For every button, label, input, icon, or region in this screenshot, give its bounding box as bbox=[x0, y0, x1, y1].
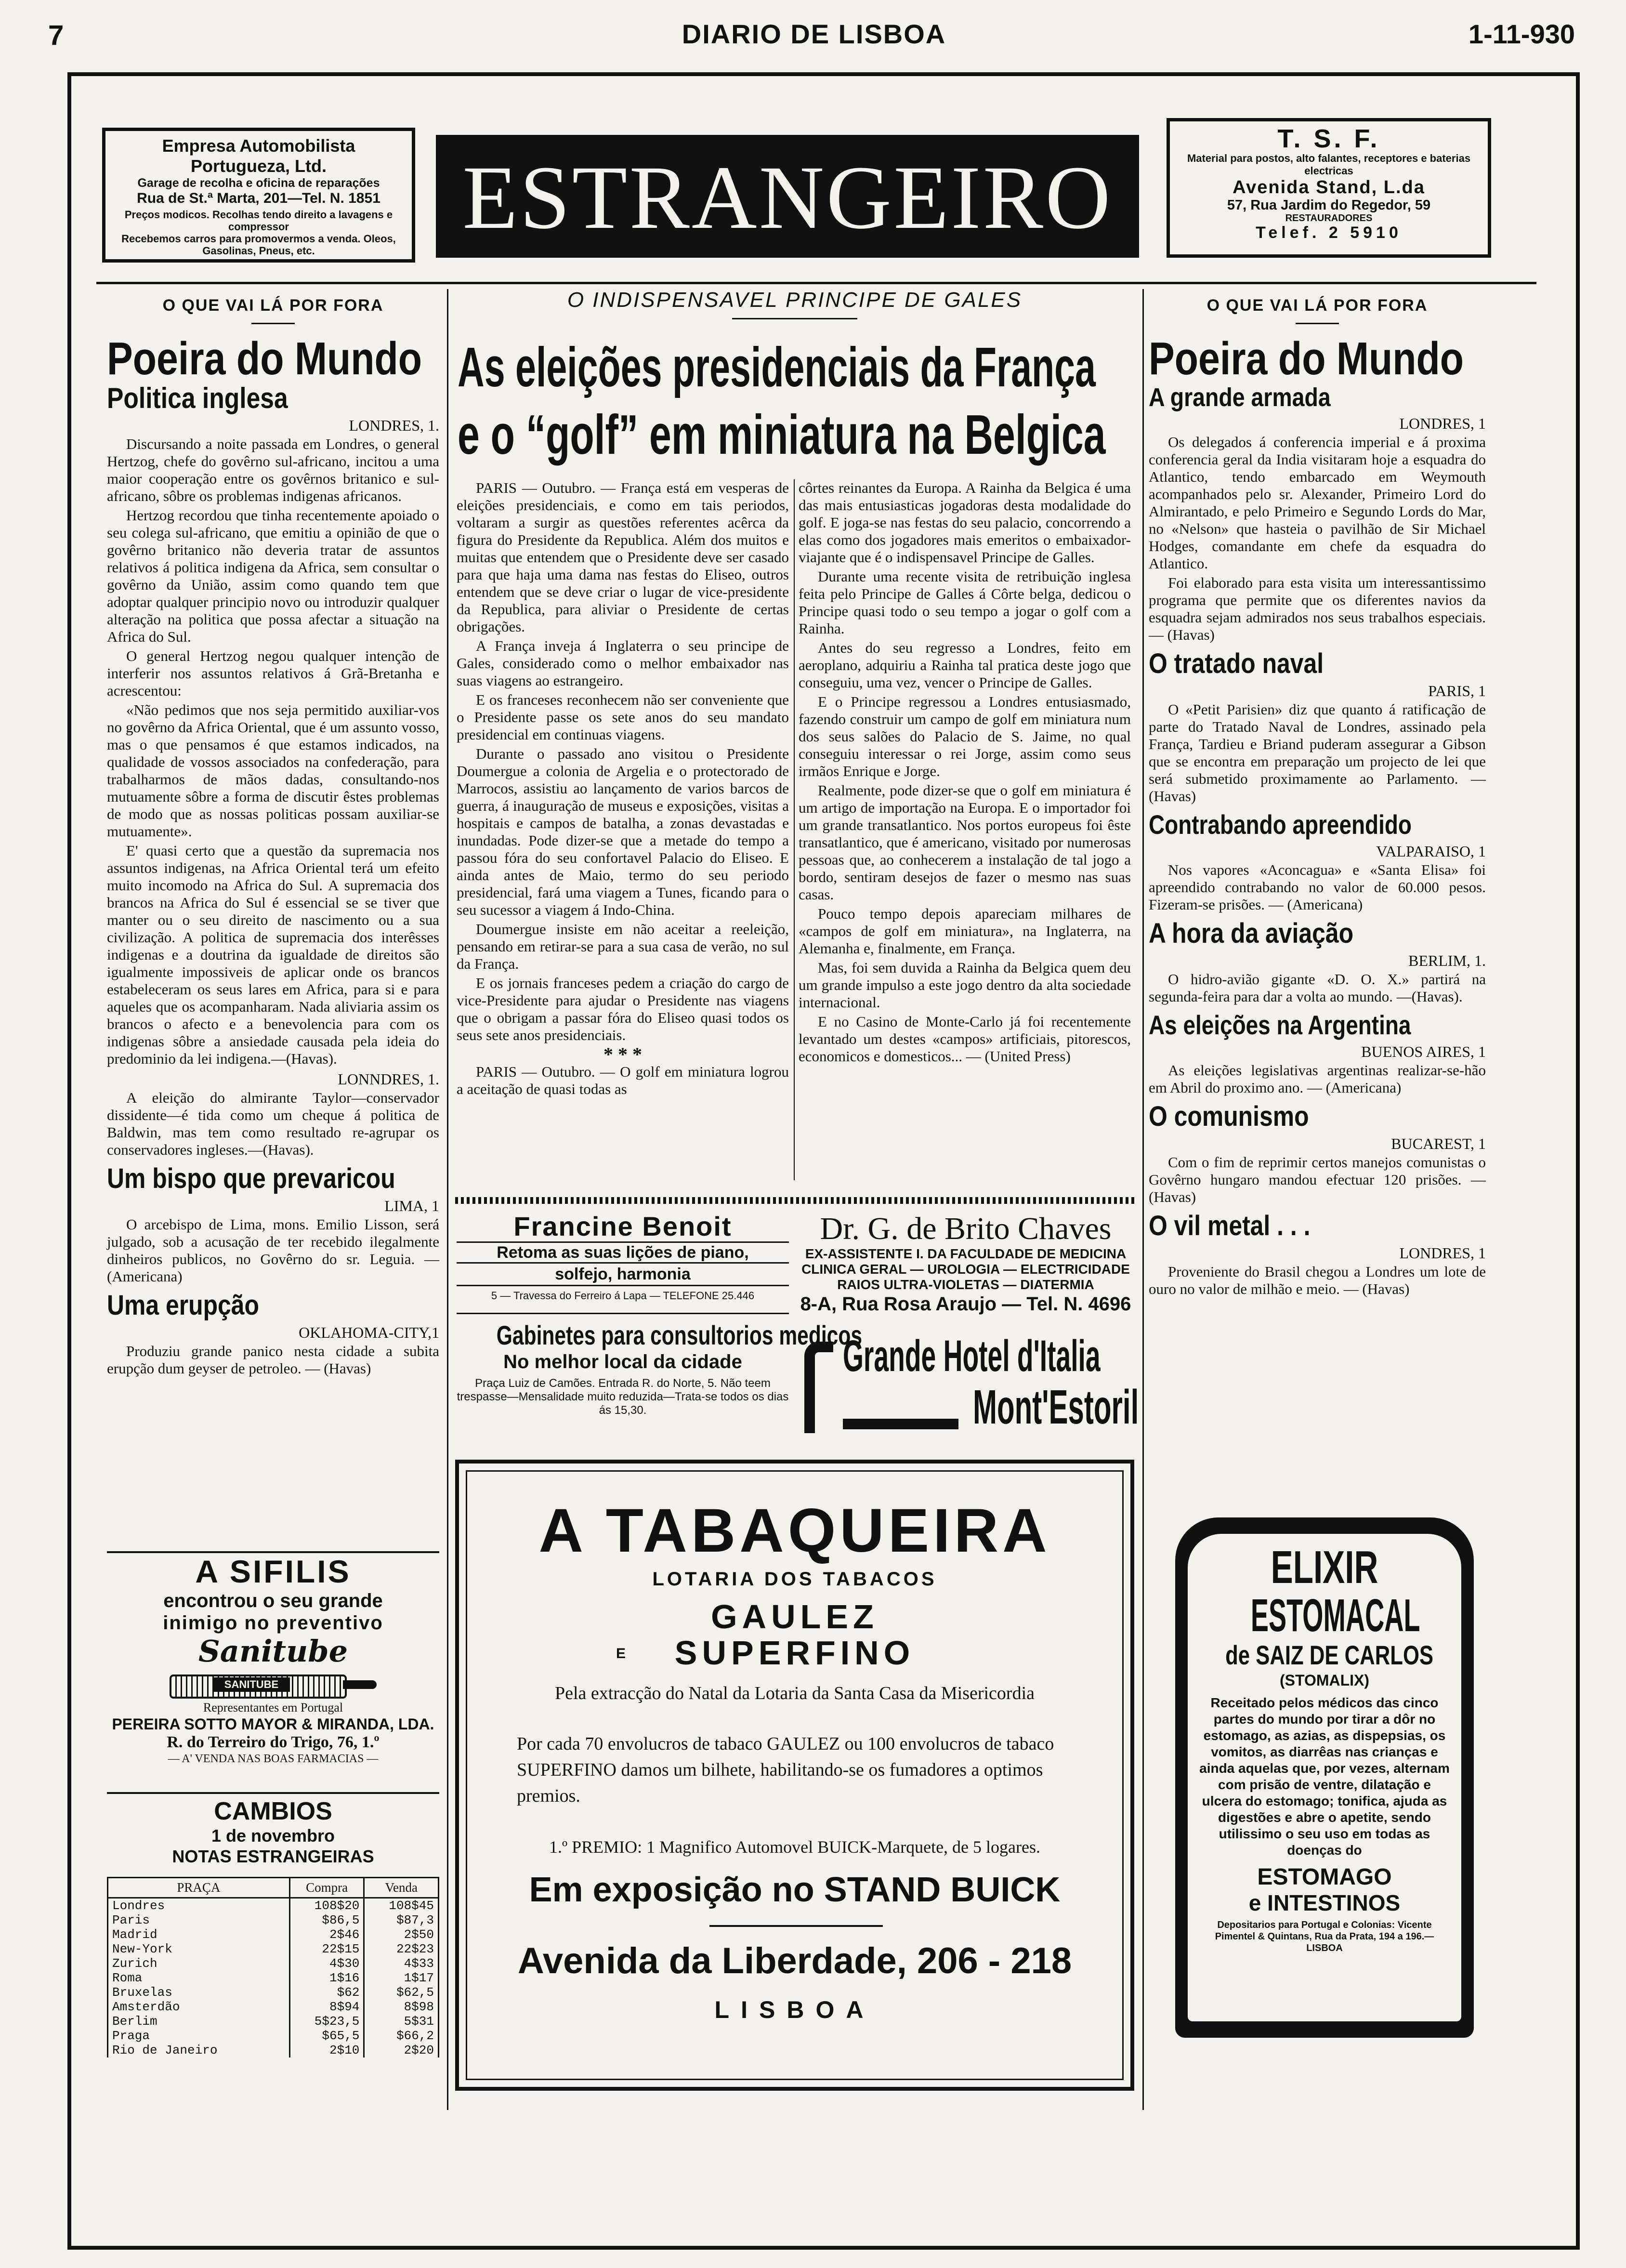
right-dateline-6: BUCAREST, 1 bbox=[1391, 1135, 1486, 1152]
table-row bbox=[108, 1898, 439, 1913]
left-sub-politica: Politica inglesa bbox=[107, 382, 288, 414]
left-sub-erupcao: Uma erupção bbox=[107, 1290, 260, 1321]
cambio-praca: Paris bbox=[108, 1913, 290, 1927]
kicker-rule bbox=[251, 323, 295, 324]
hotel-bar bbox=[843, 1419, 958, 1429]
ad-brito-line3: RAIOS ULTRA-VIOLETAS — DIATERMIA bbox=[837, 1277, 1094, 1292]
ad-francine-line2: solfejo, harmonia bbox=[457, 1264, 789, 1286]
ad-tabaqueira-title: A TABAQUEIRA bbox=[538, 1496, 1051, 1565]
paragraph: E' quasi certo que a questão da supremacia nos assuntos indigenas, na Africa Oriental terá um efeito muito incomodo na Africa do Sul. A supremacia dos brancos na Africa do Sul é essencial se se tiver que manter ou o seu direito de nascimento ou a sua civilização. A politica de supremacia dos interêsses indigenas e a doutrina da igualdade de direitos são igualmente impossiveis de aplicar onde os brancos estabeleceram os seus lares em Africa, para si e para aqueles que os acompanharam. Nada aliviaria assim os brancos o afecto e a benevolencia para com os indigenas sôbre a ansiedade causada pela ideia do predominio da lei indigena.—(Havas). bbox=[107, 842, 439, 1067]
center-headline-1: As eleições presidenciais da França bbox=[458, 336, 1096, 398]
ad-elixir-inner bbox=[1188, 1534, 1461, 2021]
table-row bbox=[108, 1927, 439, 1942]
ad-francine-line1: Retoma as suas lições de piano, bbox=[457, 1241, 789, 1264]
ad-elixir bbox=[1175, 1517, 1474, 2038]
paragraph: Antes do seu regresso a Londres, feito em aeroplano, adquiriu a Rainha tal pratica deste jogo que conseguiu, uma vez, vencer o Principe de Galles. bbox=[799, 639, 1131, 691]
cambio-venda: 108$45 bbox=[364, 1898, 439, 1913]
right-text-3 bbox=[1149, 861, 1486, 913]
right-dateline-3: VALPARAISO, 1 bbox=[1376, 843, 1486, 860]
cambio-praca: Zurich bbox=[108, 1956, 290, 1971]
cambio-praca: Berlim bbox=[108, 2014, 290, 2029]
center-headline-2: e o “golf” em miniatura na Belgica bbox=[458, 403, 1106, 466]
right-text-5 bbox=[1149, 1062, 1486, 1096]
ad-gabinetes-title: Gabinetes para consultorios medicos bbox=[496, 1320, 863, 1350]
left-dateline-4: OKLAHOMA-CITY,1 bbox=[299, 1324, 439, 1341]
table-row bbox=[108, 1956, 439, 1971]
ad-sifilis bbox=[107, 1551, 439, 1782]
table-row bbox=[108, 2014, 439, 2029]
table-row bbox=[108, 2043, 439, 2057]
ads-divider bbox=[455, 1197, 1134, 1204]
ad-tabaqueira-gaulez: GAULEZ bbox=[711, 1598, 879, 1635]
cambio-praca: Amsterdão bbox=[108, 2000, 290, 2014]
left-text-4 bbox=[107, 1343, 439, 1377]
cambio-compra: 2$46 bbox=[289, 1927, 364, 1942]
ad-brito-name: Dr. G. de Brito Chaves bbox=[820, 1211, 1112, 1246]
cambio-compra: 2$10 bbox=[289, 2043, 364, 2057]
cambio-venda: 4$33 bbox=[364, 1956, 439, 1971]
left-kicker: O QUE VAI LÁ POR FORA bbox=[162, 296, 384, 315]
ad-elixir-line5: ESTOMAGO bbox=[1257, 1864, 1392, 1890]
ad-empresa-line5: Recebemos carros para promovermos a venda. Oleos, Gasolinas, Pneus, etc. bbox=[121, 233, 396, 257]
paragraph: E os jornais franceses pedem a criação do cargo de vice-Presidente para ajudar o Presidente nas viagens que o obrigam a passar fóra do Eliseo quasi todos os seus sete anos presidenciais. bbox=[457, 975, 789, 1043]
section-title: ESTRANGEIRO bbox=[462, 147, 1113, 248]
paragraph: Hertzog recordou que tinha recentemente apoiado o seu colega sul-africano, que emitiu a opinião de que o govêrno britanico não deveria tratar de assuntos relativos á politica indigena da Africa, sem consultar o govêrno da União, assim como quando tem que adoptar qualquer principio novo ou introduzir qualquer alteração na politica que possa afectar a situação na Africa do Sul. bbox=[107, 507, 439, 645]
ad-tsf-line5: RESTAURADORES bbox=[1285, 213, 1373, 224]
paragraph: O hidro-avião gigante «D. O. X.» partirá na segunda-feira para dar a volta ao mundo. —(Havas). bbox=[1149, 971, 1486, 1005]
stars-separator: * * * bbox=[603, 1043, 642, 1065]
cambio-venda: 2$20 bbox=[364, 2043, 439, 2057]
cambio-praca: Praga bbox=[108, 2029, 290, 2043]
ad-empresa-automobilista bbox=[102, 128, 415, 263]
right-text-4 bbox=[1149, 971, 1486, 1005]
cambio-praca: Bruxelas bbox=[108, 1985, 290, 2000]
paragraph: E os franceses reconhecem não ser conveniente que o Presidente passe os sete anos do seu mandato presidencial em continuas viagens. bbox=[457, 691, 789, 743]
ad-elixir-text: Receitado pelos médicos das cinco partes do mundo por tirar a dôr no estomago, as azias, as dispepsias, os vomitos, as diarrêas nas crianças e ainda aquelas que, por vezes, alternam com prisão de ventre, dilatação e ulcera do estomago; tonifica, ajuda as digestões e abre o apetite, sendo utilissimo o seu uso em todas as doenças do bbox=[1199, 1695, 1450, 1858]
ad-sifilis-sale: — A' VENDA NAS BOAS FARMACIAS — bbox=[168, 1753, 379, 1765]
cambio-venda: 22$23 bbox=[364, 1942, 439, 1956]
left-dateline-3: LIMA, 1 bbox=[384, 1197, 439, 1214]
ad-elixir-line2: ESTOMACAL bbox=[1250, 1590, 1420, 1641]
ad-tabaqueira-para: Por cada 70 envolucros de tabaco GAULEZ ou 100 envolucros de tabaco SUPERFINO damos um bilhete, habilitando-se os fumadores a optimos premios. bbox=[517, 1734, 1054, 1806]
right-dateline-7: LONDRES, 1 bbox=[1399, 1244, 1486, 1262]
left-dateline-2: LONNDRES, 1. bbox=[338, 1070, 439, 1088]
cambio-compra: 4$30 bbox=[289, 1956, 364, 1971]
ad-tabaqueira bbox=[455, 1460, 1134, 2091]
cambio-venda: 2$50 bbox=[364, 1927, 439, 1942]
paragraph: O arcebispo de Lima, mons. Emilio Lisson, será julgado, sob a acusação de ter recebido ilegalmente dinheiros publicos, no Govêrno do sr. Leguia. — (Americana) bbox=[107, 1216, 439, 1285]
ad-tabaqueira-line1: LOTARIA DOS TABACOS bbox=[652, 1569, 937, 1590]
cambios-date: 1 de novembro bbox=[211, 1826, 335, 1846]
ad-brito-chaves bbox=[797, 1212, 1134, 1318]
ad-brito-line2: CLINICA GERAL — UROLOGIA — ELECTRICIDADE bbox=[801, 1262, 1130, 1277]
center-text-col1 bbox=[457, 479, 789, 1100]
paragraph: Durante uma recente visita de retribuição inglesa feita pelo Principe de Galles á Côrte belga, dedicou o Principe quasi todo o seu tempo a jogar o golf com a Rainha. bbox=[799, 568, 1131, 637]
ad-hotel-line2: Mont'Estoril bbox=[973, 1380, 1139, 1434]
ad-tabaqueira-superfino: SUPERFINO bbox=[674, 1634, 915, 1672]
paragraph: Mas, foi sem duvida a Rainha da Belgica quem deu um grande impulso a este jogo dentro da alta sociedade internacional. bbox=[799, 959, 1131, 1011]
right-sub-vil-metal: O vil metal . . . bbox=[1149, 1210, 1311, 1241]
hotel-bracket-icon bbox=[804, 1342, 833, 1433]
ad-gabinetes bbox=[457, 1320, 863, 1440]
ad-elixir-line3: de SAIZ DE CARLOS bbox=[1225, 1640, 1434, 1670]
left-column bbox=[107, 296, 439, 1379]
ad-elixir-line6: e INTESTINOS bbox=[1248, 1890, 1401, 1915]
ad-francine bbox=[457, 1212, 789, 1308]
ad-elixir-line1: ELIXIR bbox=[1271, 1542, 1378, 1593]
right-sub-aviacao: A hora da aviação bbox=[1149, 918, 1354, 949]
ad-brito-line1: EX-ASSISTENTE I. DA FACULDADE DE MEDICINA bbox=[805, 1246, 1127, 1261]
cambios-subtitle: NOTAS ESTRANGEIRAS bbox=[172, 1846, 374, 1866]
paragraph: «Não pedimos que nos seja permitido auxiliar-vos no govêrno da Africa Oriental, que é um assunto vosso, mas o que pensamos é que estamos indicados, na qualidade de vossos associados na confederação, para trabalharmos de mãos dadas, consultando-nos mutuamente sôbre a forma de discutir êstes problemas de modo que as nossas politicas possam auxiliar-se mutuamente». bbox=[107, 701, 439, 840]
right-dateline-5: BUENOS AIRES, 1 bbox=[1361, 1043, 1486, 1060]
right-sub-argentina: As eleições na Argentina bbox=[1149, 1010, 1411, 1040]
paragraph: Produziu grande panico nesta cidade a subita erupção dum geyser de petroleo. — (Havas) bbox=[107, 1343, 439, 1377]
paragraph: PARIS — Outubro. — França está em vesperas de eleições presidenciais, e como em tais periodos, voltaram a surgir as questões referentes acêrca da figura do Presidente da Republica. Além dos muitos e muitas que entendem que o Presidente deve ser casado para que haja uma dama nas festas do Eliseo, outros entendem que se deve criar o lugar de vice-presidente da Republica, para aliviar o Presidente de certas obrigações. bbox=[457, 479, 789, 635]
right-dateline-4: BERLIM, 1. bbox=[1408, 952, 1486, 969]
left-text-3 bbox=[107, 1216, 439, 1285]
cambio-praca: Roma bbox=[108, 1971, 290, 1985]
ad-tsf bbox=[1167, 118, 1491, 258]
cambio-compra: 108$20 bbox=[289, 1898, 364, 1913]
cambio-praca: Madrid bbox=[108, 1927, 290, 1942]
table-row bbox=[108, 2000, 439, 2014]
ad-francine-addr: 5 — Travessa do Ferreiro á Lapa — TELEFONE 25.446 bbox=[491, 1290, 755, 1302]
cambio-praca: Londres bbox=[108, 1898, 290, 1913]
ad-gabinetes-sub: No melhor local da cidade bbox=[503, 1351, 742, 1372]
paragraph: Foi elaborado para esta visita um interessantissimo programa que permite que os diferentes navios da esquadra sejam admirados nos seus trabalhos especiais.— (Havas) bbox=[1149, 574, 1486, 643]
ad-empresa-line4: Preços modicos. Recolhas tendo direito a lavagens e compressor bbox=[124, 209, 393, 233]
paragraph: Os delegados á conferencia imperial e á proxima conferencia geral da India visitaram hoje a esquadra do Atlantico, tendo embarcado em Weymouth acompanhados pelo sr. Alexander, Primeiro Lord do Almirantado, e pelo Primeiro e Segundo Lords do Mar, no «Nelson» que hasteia o pavilhão de Sir Michael Hodges, comandante em chefe da esquadra do Atlantico. bbox=[1149, 434, 1486, 572]
issue-date: 1-11-930 bbox=[1468, 19, 1575, 49]
ad-grande-hotel bbox=[800, 1327, 1139, 1440]
ad-sifilis-rep: Representantes em Portugal bbox=[203, 1701, 343, 1714]
ad-tsf-title: T. S. F. bbox=[1277, 124, 1380, 153]
ad-sifilis-brand: Sanitube bbox=[198, 1634, 348, 1669]
right-kicker: O QUE VAI LÁ POR FORA bbox=[1206, 296, 1428, 315]
ad-elixir-dep: Depositarios para Portugal e Colonias: Vicente Pimentel & Quintans, Rua da Prata, 194 a 196.—LISBOA bbox=[1215, 1920, 1434, 1953]
table-row bbox=[108, 1913, 439, 1927]
ad-tabaqueira-rule bbox=[709, 1925, 883, 1927]
cambio-praca: New-York bbox=[108, 1942, 290, 1956]
paragraph: Realmente, pode dizer-se que o golf em miniatura é um artigo de importação na Europa. E o importador foi um grande transatlantico. Nos portos europeus foi êste transatlantico, que é americano, visitado por numerosas pessoas que, ao conhecerem a instalação de tal jogo a bordo, sentiram desejos de fazer o mesmo nas suas casas. bbox=[799, 782, 1131, 903]
kicker-rule bbox=[1296, 323, 1339, 324]
right-sub-tratado: O tratado naval bbox=[1149, 648, 1324, 679]
paragraph: Discursando a noite passada em Londres, o general Hertzog, chefe do govêrno sul-africano, incitou a uma maior cooperação entre os govêrnos britanico e sul-africano, sôbre os problemas indigenas africanos. bbox=[107, 435, 439, 504]
right-text-1 bbox=[1149, 434, 1486, 644]
center-kicker-rule bbox=[732, 318, 857, 319]
cambio-venda: 1$17 bbox=[364, 1971, 439, 1985]
paragraph: Durante o passado ano visitou o Presidente Doumergue a colonia de Argelia e o protectorado de Marrocos, assistiu ao lançamento de varios barcos de guerra, á inauguração de museus e exposições, visitas a hospitais e campos de batalha, a zonas devastadas e inundadas. Pode dizer-se que a metade do tempo a passou fóra do seu confortavel Palacio do Eliseo. E ainda antes de Maio, termo do seu periodo presidencial, fará uma viagem a Tunes, ficando para o seu sucessor a viagem á Indo-China. bbox=[457, 745, 789, 918]
left-dateline-1: LONDRES, 1. bbox=[349, 417, 439, 434]
left-headline: Poeira do Mundo bbox=[107, 333, 422, 384]
paragraph: Doumergue insiste em não aceitar a reeleição, pensando em retirar-se para a sua casa de verão, no sul da França. bbox=[457, 921, 789, 972]
right-headline: Poeira do Mundo bbox=[1149, 333, 1464, 384]
cambios-table bbox=[107, 1877, 439, 2057]
center-kicker: O INDISPENSAVEL PRINCIPE DE GALES bbox=[567, 288, 1023, 312]
right-column bbox=[1149, 296, 1486, 1300]
ad-tabaqueira-city: LISBOA bbox=[714, 1996, 875, 2023]
ad-empresa-line1: Empresa Automobilista Portugueza, Ltd. bbox=[162, 136, 355, 176]
ad-tabaqueira-premio: 1.º PREMIO: 1 Magnifico Automovel BUICK-Marquete, de 5 logares. bbox=[549, 1837, 1040, 1857]
cambios-block bbox=[107, 1792, 439, 2110]
ad-francine-name: Francine Benoit bbox=[513, 1211, 732, 1241]
paragraph: O «Petit Parisien» diz que quanto á ratificação de parte do Tratado Naval de Londres, assinado pela França, Tardieu e Briand puderam assegurar a Gibson que se encontra em preparação um projecto de lei que será submetido proximamente ao Parlamento. — (Havas) bbox=[1149, 701, 1486, 804]
cambio-compra: 8$94 bbox=[289, 2000, 364, 2014]
ad-rule bbox=[457, 1313, 789, 1314]
paragraph: PARIS — Outubro. — O golf em miniatura logrou a aceitação de quasi todas as bbox=[457, 1063, 789, 1097]
ad-sifilis-line1: encontrou o seu grande bbox=[163, 1590, 383, 1611]
ad-sifilis-company: PEREIRA SOTTO MAYOR & MIRANDA, LDA. bbox=[112, 1715, 434, 1733]
paragraph: As eleições legislativas argentinas realizar-se-hão em Abril do proximo ano. — (Americana) bbox=[1149, 1062, 1486, 1096]
cambio-compra: $86,5 bbox=[289, 1913, 364, 1927]
col-header-compra: Compra bbox=[289, 1878, 364, 1898]
page-number: 7 bbox=[48, 20, 64, 51]
right-text-7 bbox=[1149, 1263, 1486, 1298]
table-row bbox=[108, 1985, 439, 2000]
ad-tsf-line6: Telef. 2 5910 bbox=[1256, 224, 1402, 242]
paragraph: A França inveja á Inglaterra o seu principe de Gales, considerado como o melhor embaixador nas suas viagens ao estrangeiro. bbox=[457, 637, 789, 689]
ad-sifilis-title: A SIFILIS bbox=[195, 1554, 351, 1589]
paragraph: E o Principe regressou a Londres entusiasmado, fazendo construir um campo de golf em miniatura num dos seus salões do Palacio de S. Jaime, no qual conseguiu interessar o rei Jorge, assim como seus irmãos Enrique e Jorge. bbox=[799, 693, 1131, 779]
center-inner-rule bbox=[794, 479, 795, 1180]
right-dateline-1: LONDRES, 1 bbox=[1399, 415, 1486, 432]
cambio-compra: 5$23,5 bbox=[289, 2014, 364, 2029]
paragraph: Proveniente do Brasil chegou a Londres um lote de ouro no valor de milhão e meio. — (Havas) bbox=[1149, 1263, 1486, 1297]
top-divider bbox=[96, 282, 1536, 284]
tube-icon bbox=[170, 1671, 377, 1699]
cambio-venda: $87,3 bbox=[364, 1913, 439, 1927]
col-header-praca: PRAÇA bbox=[108, 1878, 290, 1898]
right-sub-armada: A grande armada bbox=[1149, 383, 1331, 412]
table-row bbox=[108, 2029, 439, 2043]
cambio-compra: 22$15 bbox=[289, 1942, 364, 1956]
cambio-compra: $62 bbox=[289, 1985, 364, 2000]
ad-tsf-line2: Material para postos, alto falantes, receptores e baterias electricas bbox=[1187, 152, 1471, 177]
paragraph: Nos vapores «Aconcagua» e «Santa Elisa» foi apreendido contrabando no valor de 60.000 pesos. Fizeram-se prisões. — (Americana) bbox=[1149, 861, 1486, 913]
ad-tabaqueira-line4: Pela extracção do Natal da Lotaria da Santa Casa da Misericordia bbox=[554, 1683, 1035, 1703]
right-sub-contrabando: Contrabando apreendido bbox=[1149, 809, 1412, 840]
cambio-venda: $66,2 bbox=[364, 2029, 439, 2043]
cambio-praca: Rio de Janeiro bbox=[108, 2043, 290, 2057]
ad-tsf-line4: 57, Rua Jardim do Regedor, 59 bbox=[1227, 198, 1431, 213]
ad-tabaqueira-e: E bbox=[616, 1646, 626, 1661]
paragraph: A eleição do almirante Taylor—conservador dissidente—é tida como um cheque á politica de Baldwin, mas tem como resultado re-agrupar os conservadores ingleses.—(Havas). bbox=[107, 1089, 439, 1158]
right-dateline-2: PARIS, 1 bbox=[1428, 682, 1486, 699]
ad-elixir-line4: (STOMALIX) bbox=[1279, 1672, 1370, 1689]
paragraph: Com o fim de reprimir certos manejos comunistas o Govêrno hungaro mandou efectuar 120 prisões. — (Havas) bbox=[1149, 1154, 1486, 1205]
tube-label: SANITUBE bbox=[213, 1677, 290, 1692]
left-text-2 bbox=[107, 1089, 439, 1159]
ad-empresa-line2: Garage de recolha e oficina de reparações bbox=[137, 176, 380, 190]
ad-brito-addr: 8-A, Rua Rosa Araujo — Tel. N. 4696 bbox=[800, 1293, 1131, 1315]
center-text-col2 bbox=[799, 479, 1131, 1067]
cambios-title: CAMBIOS bbox=[214, 1797, 332, 1825]
cambio-venda: $62,5 bbox=[364, 1985, 439, 2000]
ad-tabaqueira-expo: Em exposição no STAND BUICK bbox=[529, 1871, 1061, 1909]
right-sub-comunismo: O comunismo bbox=[1149, 1101, 1309, 1132]
table-row bbox=[108, 1971, 439, 1985]
ad-sifilis-addr: R. do Terreiro do Trigo, 76, 1.º bbox=[167, 1733, 380, 1751]
col-header-venda: Venda bbox=[364, 1878, 439, 1898]
left-text-1 bbox=[107, 435, 439, 1068]
cambio-venda: 5$31 bbox=[364, 2014, 439, 2029]
ad-tsf-line3: Avenida Stand, L.da bbox=[1233, 177, 1425, 198]
column-rule-left bbox=[447, 289, 448, 2110]
cambio-compra: 1$16 bbox=[289, 1971, 364, 1985]
ad-tabaqueira-addr: Avenida da Liberdade, 206 - 218 bbox=[517, 1940, 1072, 1981]
ad-gabinetes-text: Praça Luiz de Camões. Entrada R. do Norte, 5. Não teem trespasse—Mensalidade muito reduzida—Trata-se todos os dias ás 15,30. bbox=[457, 1377, 789, 1417]
paragraph: E no Casino de Monte-Carlo já foi recentemente levantado um destes «campos» artificiais, pitorescos, economicos e domesticos... — (United Press) bbox=[799, 1013, 1131, 1065]
paragraph: côrtes reinantes da Europa. A Rainha da Belgica é uma das mais entusiasticas jogadoras desta modalidade do golf. E joga-se nas festas do seu palacio, concorrendo a elas como dos jogadores mais emeritos o embaixador-viajante que é o indispensavel Principe de Galles. bbox=[799, 479, 1131, 566]
cambio-venda: 8$98 bbox=[364, 2000, 439, 2014]
ad-sifilis-line2: inimigo no preventivo bbox=[163, 1612, 383, 1634]
cambio-compra: $65,5 bbox=[289, 2029, 364, 2043]
right-text-2 bbox=[1149, 701, 1486, 805]
left-sub-bispo: Um bispo que prevaricou bbox=[107, 1163, 395, 1194]
newspaper-title: DIARIO DE LISBOA bbox=[682, 19, 946, 49]
paragraph: Pouco tempo depois apareciam milhares de «campos de golf em miniatura», na Inglaterra, na Alemanha e, finalmente, em França. bbox=[799, 905, 1131, 957]
ad-hotel-line1: Grande Hotel d'Italia bbox=[843, 1332, 1101, 1381]
section-banner bbox=[436, 135, 1139, 258]
ad-empresa-line3: Rua de St.ª Marta, 201—Tel. N. 1851 bbox=[137, 190, 380, 206]
table-row bbox=[108, 1942, 439, 1956]
column-rule-right bbox=[1142, 289, 1144, 2110]
right-text-6 bbox=[1149, 1154, 1486, 1206]
paragraph: O general Hertzog negou qualquer intenção de interferir nos assuntos relativos á Grã-Bretanha e acrescentou: bbox=[107, 647, 439, 699]
